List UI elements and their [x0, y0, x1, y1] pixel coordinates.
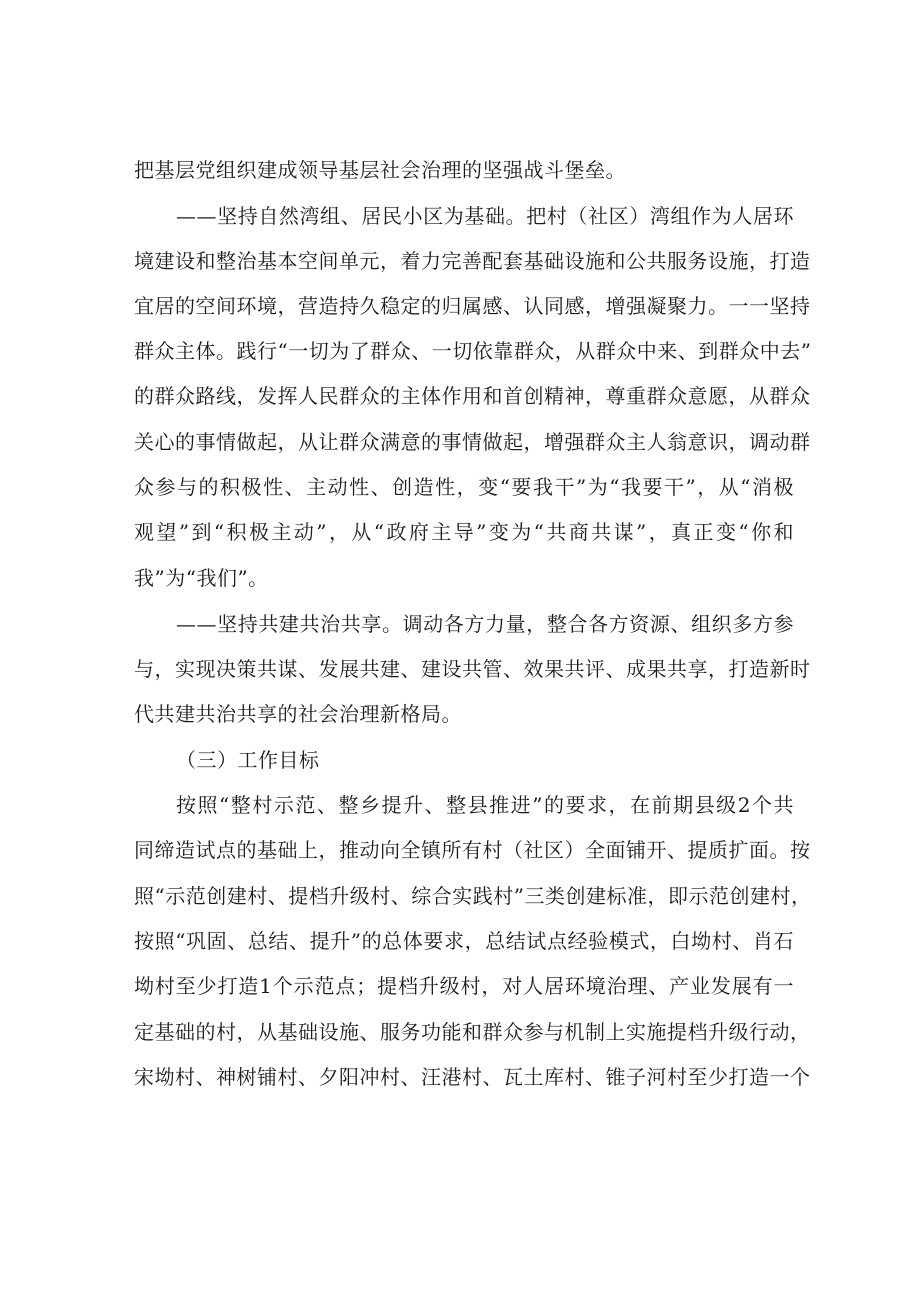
paragraph-line: 观望”到“积极主动”，从“政府主导”变为“共商共谋”，真正变“你和 — [134, 520, 794, 544]
paragraph-line: 按照“巩固、总结、提升”的总体要求，总结试点经验模式，白坳村、肖石 — [134, 929, 794, 953]
paragraph-line: 境建设和整治基本空间单元，着力完善配套基础设施和公共服务设施，打造 — [134, 249, 811, 273]
paragraph-line: 坳村至少打造1个示范点；提档升级村，对人居环境治理、产业发展有一 — [134, 974, 794, 998]
paragraph-line: 按照“整村示范、整乡提升、整县推进”的要求，在前期县级2个共 — [176, 793, 794, 817]
section-heading: （三）工作目标 — [176, 748, 320, 772]
paragraph-line: ——坚持共建共治共享。调动各方力量，整合各方资源、组织多方参 — [176, 612, 794, 636]
paragraph-line: 宜居的空间环境，营造持久稳定的归属感、认同感，增强凝聚力。一一坚持 — [134, 294, 811, 318]
paragraph-line: 把基层党组织建成领导基层社会治理的坚强战斗堡垒。 — [134, 158, 626, 182]
paragraph-line: 同缔造试点的基础上，推动向全镇所有村（社区）全面铺开、提质扩面。按 — [134, 838, 811, 862]
paragraph-line: 代共建共治共享的社会治理新格局。 — [134, 702, 462, 726]
paragraph-line: 照“示范创建村、提档升级村、综合实践村”三类创建标准，即示范创建村， — [134, 884, 812, 908]
paragraph-line: 的群众路线，发挥人民群众的主体作用和首创精神，尊重群众意愿，从群众 — [134, 384, 811, 408]
paragraph-line: 定基础的村，从基础设施、服务功能和群众参与机制上实施提档升级行动， — [134, 1020, 811, 1044]
paragraph-line: 与，实现决策共谋、发展共建、建设共管、效果共评、成果共享，打造新时 — [134, 657, 811, 681]
paragraph-line: 众参与的积极性、主动性、创造性，变“要我干”为“我要干”，从“消极 — [134, 475, 794, 499]
paragraph-line: 群众主体。践行“一切为了群众、一切依靠群众，从群众中来、到群众中去” — [134, 339, 812, 363]
paragraph-line: 宋坳村、神树铺村、夕阳冲村、汪港村、瓦土库村、锥子河村至少打造一个 — [134, 1065, 811, 1089]
paragraph-line: 关心的事情做起，从让群众满意的事情做起，增强群众主人翁意识，调动群 — [134, 430, 811, 454]
paragraph-line: 我”为“我们”。 — [134, 566, 269, 590]
paragraph-line: ——坚持自然湾组、居民小区为基础。把村（社区）湾组作为人居环 — [176, 204, 794, 228]
